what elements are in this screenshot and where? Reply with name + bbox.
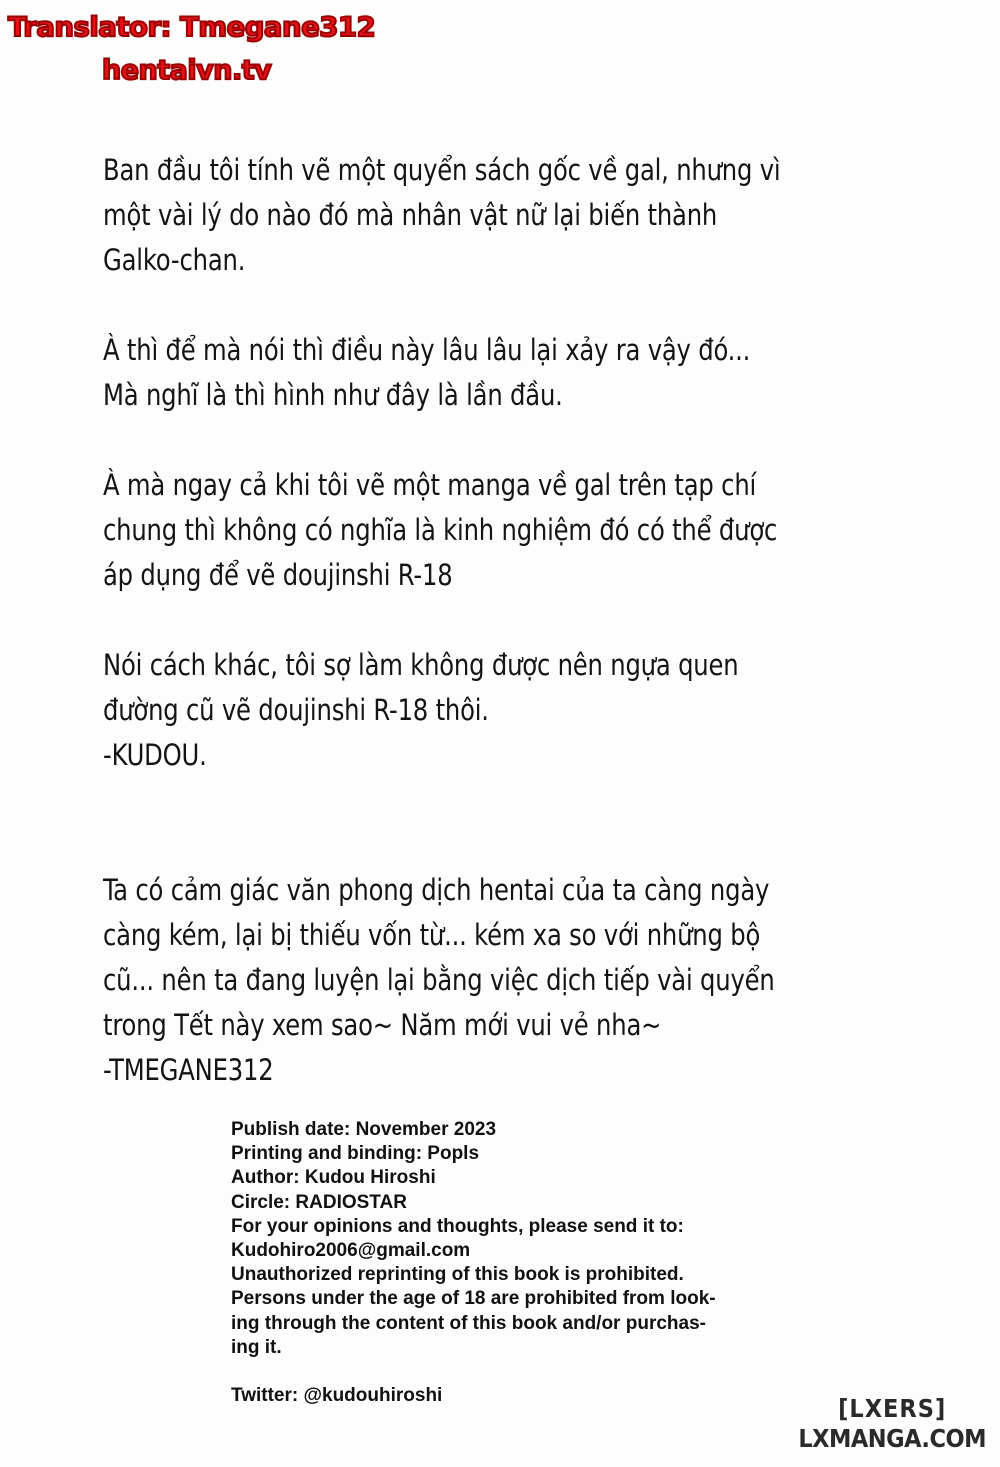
text-line: cũ... nên ta đang luyện lại bằng việc dịch tiếp vài quyển <box>103 963 775 997</box>
text-line: chung thì không có nghĩa là kinh nghiệm đó có thể được <box>103 513 778 547</box>
colophon <box>231 1118 831 1408</box>
afterword-paragraph-1 <box>103 148 983 283</box>
translator-signature: -TMEGANE312 <box>103 1053 274 1087</box>
text-line: Ban đầu tôi tính vẽ một quyển sách gốc về gal, nhưng vì <box>103 153 781 187</box>
watermark-site: LXMANGA.COM <box>798 1424 986 1453</box>
circle-info: Circle: RADIOSTAR <box>231 1191 407 1213</box>
afterword-paragraph-3 <box>103 463 983 598</box>
afterword-paragraph-2 <box>103 328 983 418</box>
text-line: áp dụng để vẽ doujinshi R-18 <box>103 558 453 592</box>
publish-date: Publish date: November 2023 <box>231 1119 497 1140</box>
text-line: trong Tết này xem sao~ Năm mới vui vẻ nha~ <box>103 1008 662 1042</box>
text-line: À mà ngay cả khi tôi vẽ một manga về gal trên tạp chí <box>103 468 757 502</box>
site-watermark <box>798 1394 986 1454</box>
text-line: càng kém, lại bị thiếu vốn từ... kém xa so với những bộ <box>103 918 761 952</box>
age-notice: ing through the content of this book and/or purchas- <box>231 1312 706 1334</box>
text-line: Ta có cảm giác văn phong dịch hentai của ta càng ngày <box>103 873 770 907</box>
text-line: đường cũ vẽ doujinshi R-18 thôi. <box>103 693 489 727</box>
printing-info: Printing and binding: Popls <box>231 1143 480 1165</box>
text-line: Galko-chan. <box>103 243 246 277</box>
author-info: Author: Kudou Hiroshi <box>231 1167 436 1189</box>
author-signature: -KUDOU. <box>103 738 207 772</box>
contact-label: For your opinions and thoughts, please send it to: <box>231 1215 684 1237</box>
text-line: Nói cách khác, tôi sợ làm không được nên ngựa quen <box>103 648 739 682</box>
spacer <box>231 1360 831 1384</box>
text-line: Mà nghĩ là thì hình như đây là lần đầu. <box>103 378 563 412</box>
translator-credit: Translator: Tmegane312 <box>8 12 376 43</box>
translator-note <box>103 868 983 1093</box>
text-line: một vài lý do nào đó mà nhân vật nữ lại biến thành <box>103 198 718 232</box>
age-notice: Persons under the age of 18 are prohibited from look- <box>231 1288 716 1310</box>
afterword-paragraph-4 <box>103 643 983 778</box>
age-notice: ing it. <box>231 1336 282 1358</box>
twitter-handle: Twitter: @kudouhiroshi <box>231 1385 443 1407</box>
contact-email: Kudohiro2006@gmail.com <box>231 1240 471 1262</box>
site-credit: hentaivn.tv <box>102 55 272 86</box>
text-line: À thì để mà nói thì điều này lâu lâu lại xảy ra vậy đó... <box>103 333 751 367</box>
watermark-tag: [LXERS] <box>838 1394 947 1423</box>
reprint-notice: Unauthorized reprinting of this book is prohibited. <box>231 1264 684 1286</box>
